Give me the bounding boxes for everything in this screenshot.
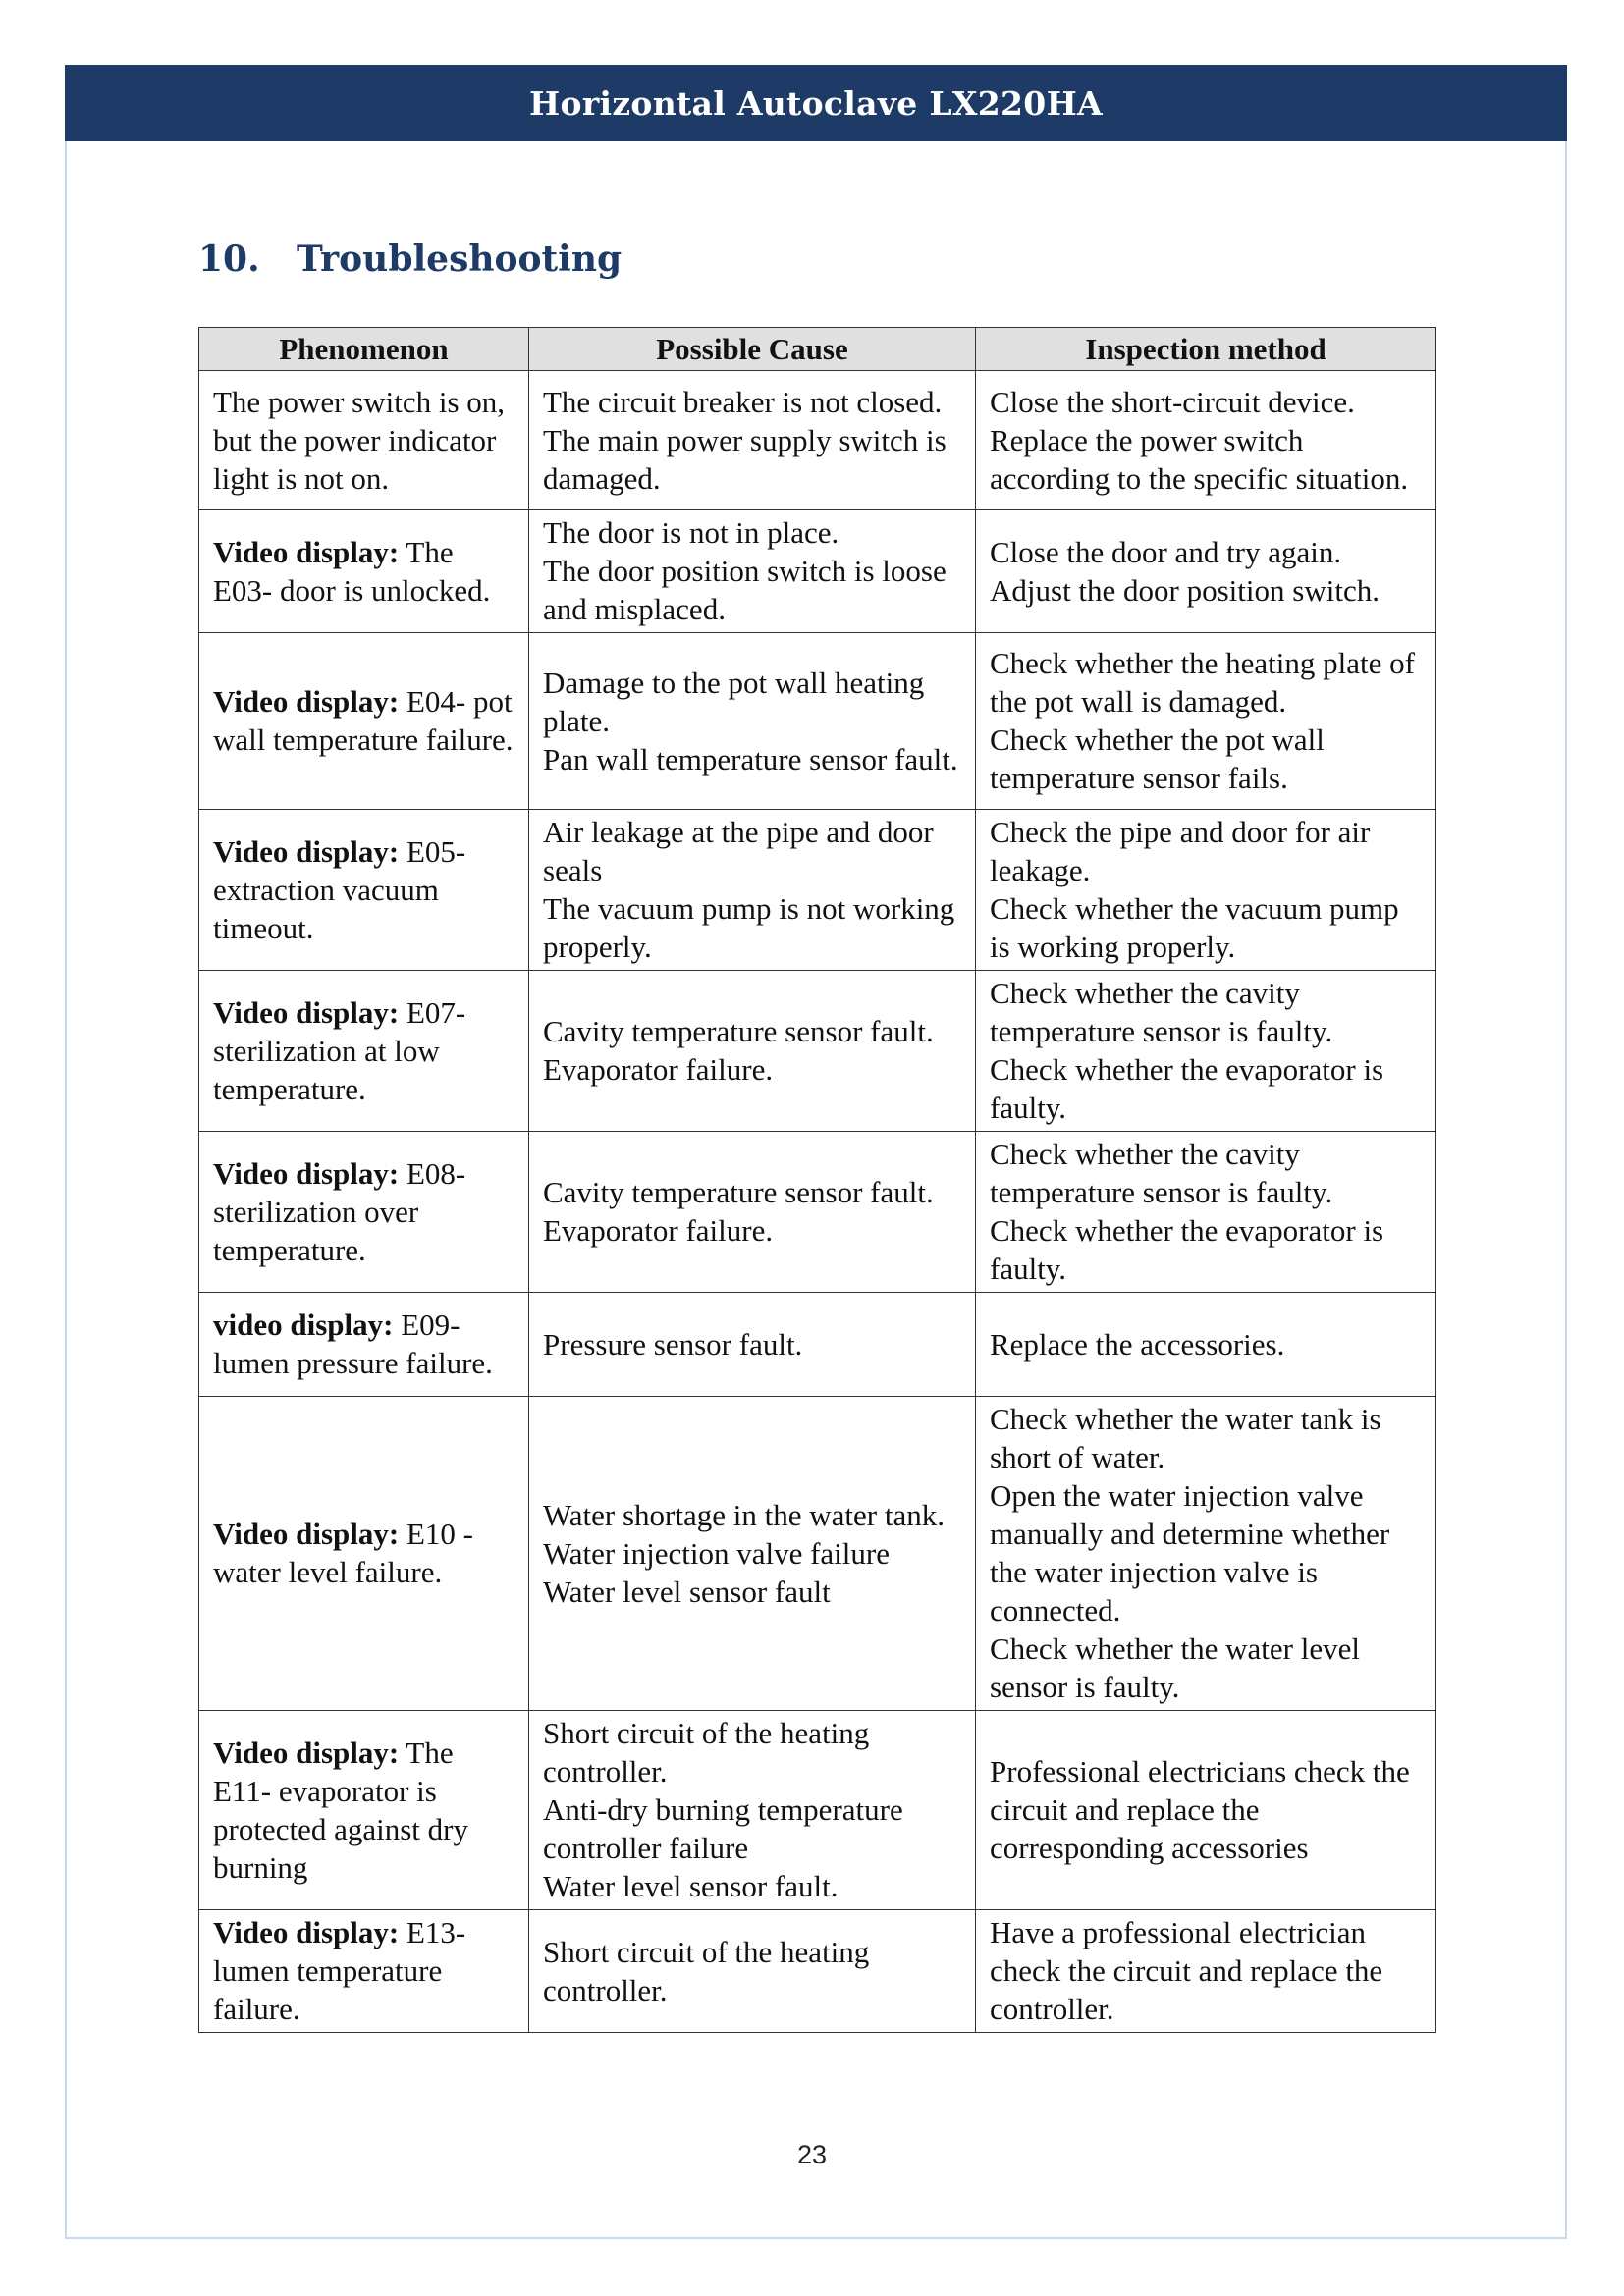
phenomenon-cell — [199, 1711, 529, 1910]
possible-cause-cell — [529, 1910, 976, 2033]
method-line: Check whether the pot wall temperature sensor fails. — [990, 722, 1325, 795]
cause-line: Cavity temperature sensor fault. — [543, 1014, 934, 1048]
possible-cause-cell — [529, 371, 976, 510]
inspection-method-cell — [976, 1132, 1436, 1293]
inspection-method-cell — [976, 1711, 1436, 1910]
method-line: Check whether the water tank is short of water. — [990, 1402, 1381, 1474]
inspection-method-cell — [976, 1293, 1436, 1397]
phenomenon-text: E04- pot wall temperature failure. — [213, 684, 514, 757]
phenomenon-text: The E03- door is unlocked. — [213, 534, 491, 608]
table-row — [199, 1397, 1436, 1711]
phenomenon-text: The E11- evaporator is protected against dry burning — [213, 1735, 468, 1885]
method-line: Adjust the door position switch. — [990, 572, 1380, 608]
phenomenon-lead: Video display: — [213, 1735, 400, 1770]
column-header-inspection-method: Inspection method — [976, 328, 1436, 371]
cause-line: The door position switch is loose and misplaced. — [543, 554, 947, 626]
phenomenon-cell — [199, 1910, 529, 2033]
cause-line: Pan wall temperature sensor fault. — [543, 741, 958, 776]
cause-line: Pressure sensor fault. — [543, 1326, 803, 1362]
inspection-method-cell — [976, 810, 1436, 971]
phenomenon-cell — [199, 510, 529, 633]
method-line: Professional electricians check the circuit and replace the corresponding accessories — [990, 1754, 1410, 1865]
troubleshooting-table — [198, 327, 1436, 2033]
phenomenon-text: E07- sterilization at low temperature. — [213, 994, 466, 1106]
method-line: Check whether the cavity temperature sensor is faulty. — [990, 976, 1333, 1048]
table-row — [199, 371, 1436, 510]
phenomenon-cell — [199, 1293, 529, 1397]
cause-line: Cavity temperature sensor fault. — [543, 1175, 934, 1209]
cause-line: Water injection valve failure — [543, 1535, 890, 1571]
method-line: Check whether the water level sensor is faulty. — [990, 1631, 1360, 1704]
cause-line: Air leakage at the pipe and door seals — [543, 815, 934, 887]
cause-line: The door is not in place. — [543, 515, 839, 550]
table-row — [199, 510, 1436, 633]
inspection-method-cell — [976, 510, 1436, 633]
phenomenon-cell — [199, 633, 529, 810]
section-heading — [198, 232, 622, 287]
phenomenon-text: E08- sterilization over temperature. — [213, 1155, 466, 1267]
possible-cause-cell — [529, 1132, 976, 1293]
page-number: 23 — [796, 2140, 828, 2169]
phenomenon-cell — [199, 810, 529, 971]
method-line: Replace the accessories. — [990, 1326, 1285, 1362]
phenomenon-cell — [199, 1397, 529, 1711]
possible-cause-cell — [529, 1397, 976, 1711]
method-line: Check whether the heating plate of the pot wall is damaged. — [990, 646, 1415, 719]
section-number: 10. — [198, 239, 260, 280]
method-line: Close the short-circuit device. — [990, 384, 1355, 419]
cause-line: Short circuit of the heating controller. — [543, 1716, 870, 1789]
method-line: Check whether the vacuum pump is working properly. — [990, 891, 1399, 964]
phenomenon-cell — [199, 1132, 529, 1293]
cause-line: Damage to the pot wall heating plate. — [543, 665, 925, 738]
cause-line: The main power supply switch is damaged. — [543, 422, 947, 496]
method-line: Close the door and try again. — [990, 534, 1342, 569]
phenomenon-lead: Video display: — [213, 534, 400, 569]
document-title: Horizontal Autoclave LX220HA — [529, 83, 1103, 123]
cause-line: Evaporator failure. — [543, 1052, 774, 1087]
cause-line: Water shortage in the water tank. — [543, 1497, 945, 1532]
phenomenon-lead: Video display: — [213, 833, 400, 869]
inspection-method-cell — [976, 1397, 1436, 1711]
phenomenon-text: The power switch is on, but the power indicator light is not on. — [213, 384, 506, 496]
column-header-phenomenon: Phenomenon — [199, 328, 529, 371]
method-line: Have a professional electrician check the circuit and replace the controller. — [990, 1915, 1383, 2026]
method-line: Check whether the evaporator is faulty. — [990, 1213, 1384, 1286]
method-line: Check whether the cavity temperature sensor is faulty. — [990, 1137, 1333, 1209]
phenomenon-lead: video display: — [213, 1308, 394, 1342]
possible-cause-cell — [529, 810, 976, 971]
table-row — [199, 1132, 1436, 1293]
table-row — [199, 1910, 1436, 2033]
inspection-method-cell — [976, 371, 1436, 510]
possible-cause-cell — [529, 510, 976, 633]
phenomenon-cell — [199, 971, 529, 1132]
cause-line: The circuit breaker is not closed. — [543, 384, 943, 419]
cause-line: Water level sensor fault. — [543, 1869, 839, 1903]
table-row — [199, 810, 1436, 971]
phenomenon-lead: Video display: — [213, 1155, 400, 1191]
phenomenon-lead: Video display: — [213, 994, 400, 1030]
cause-line: Short circuit of the heating controller. — [543, 1934, 870, 2007]
column-header-possible-cause: Possible Cause — [529, 328, 976, 371]
table-row — [199, 1711, 1436, 1910]
possible-cause-cell — [529, 633, 976, 810]
phenomenon-lead: Video display: — [213, 1517, 400, 1551]
possible-cause-cell — [529, 1293, 976, 1397]
section-title: Troubleshooting — [297, 239, 623, 280]
method-line: Replace the power switch according to the specific situation. — [990, 422, 1409, 496]
table-body — [199, 371, 1436, 2033]
possible-cause-cell — [529, 971, 976, 1132]
cause-line: Water level sensor fault — [543, 1574, 831, 1609]
phenomenon-text: E10 - water level failure. — [213, 1517, 473, 1589]
inspection-method-cell — [976, 1910, 1436, 2033]
inspection-method-cell — [976, 971, 1436, 1132]
cause-line: Evaporator failure. — [543, 1213, 774, 1248]
method-line: Check whether the evaporator is faulty. — [990, 1052, 1384, 1125]
phenomenon-text: E05- extraction vacuum timeout. — [213, 833, 466, 945]
phenomenon-lead: Video display: — [213, 684, 400, 719]
possible-cause-cell — [529, 1711, 976, 1910]
phenomenon-cell — [199, 371, 529, 510]
inspection-method-cell — [976, 633, 1436, 810]
method-line: Check the pipe and door for air leakage. — [990, 815, 1371, 887]
method-line: Open the water injection valve manually and determine whether the water injection valve is connected. — [990, 1478, 1390, 1628]
table-row — [199, 971, 1436, 1132]
document-header — [65, 65, 1567, 141]
cause-line: The vacuum pump is not working properly. — [543, 891, 955, 964]
table-header-row — [199, 328, 1436, 371]
table-row — [199, 1293, 1436, 1397]
phenomenon-text: E09- lumen pressure failure. — [213, 1308, 493, 1380]
phenomenon-text: E13- lumen temperature failure. — [213, 1915, 466, 2026]
table-row — [199, 633, 1436, 810]
phenomenon-lead: Video display: — [213, 1915, 400, 1949]
cause-line: Anti-dry burning temperature controller failure — [543, 1792, 903, 1865]
